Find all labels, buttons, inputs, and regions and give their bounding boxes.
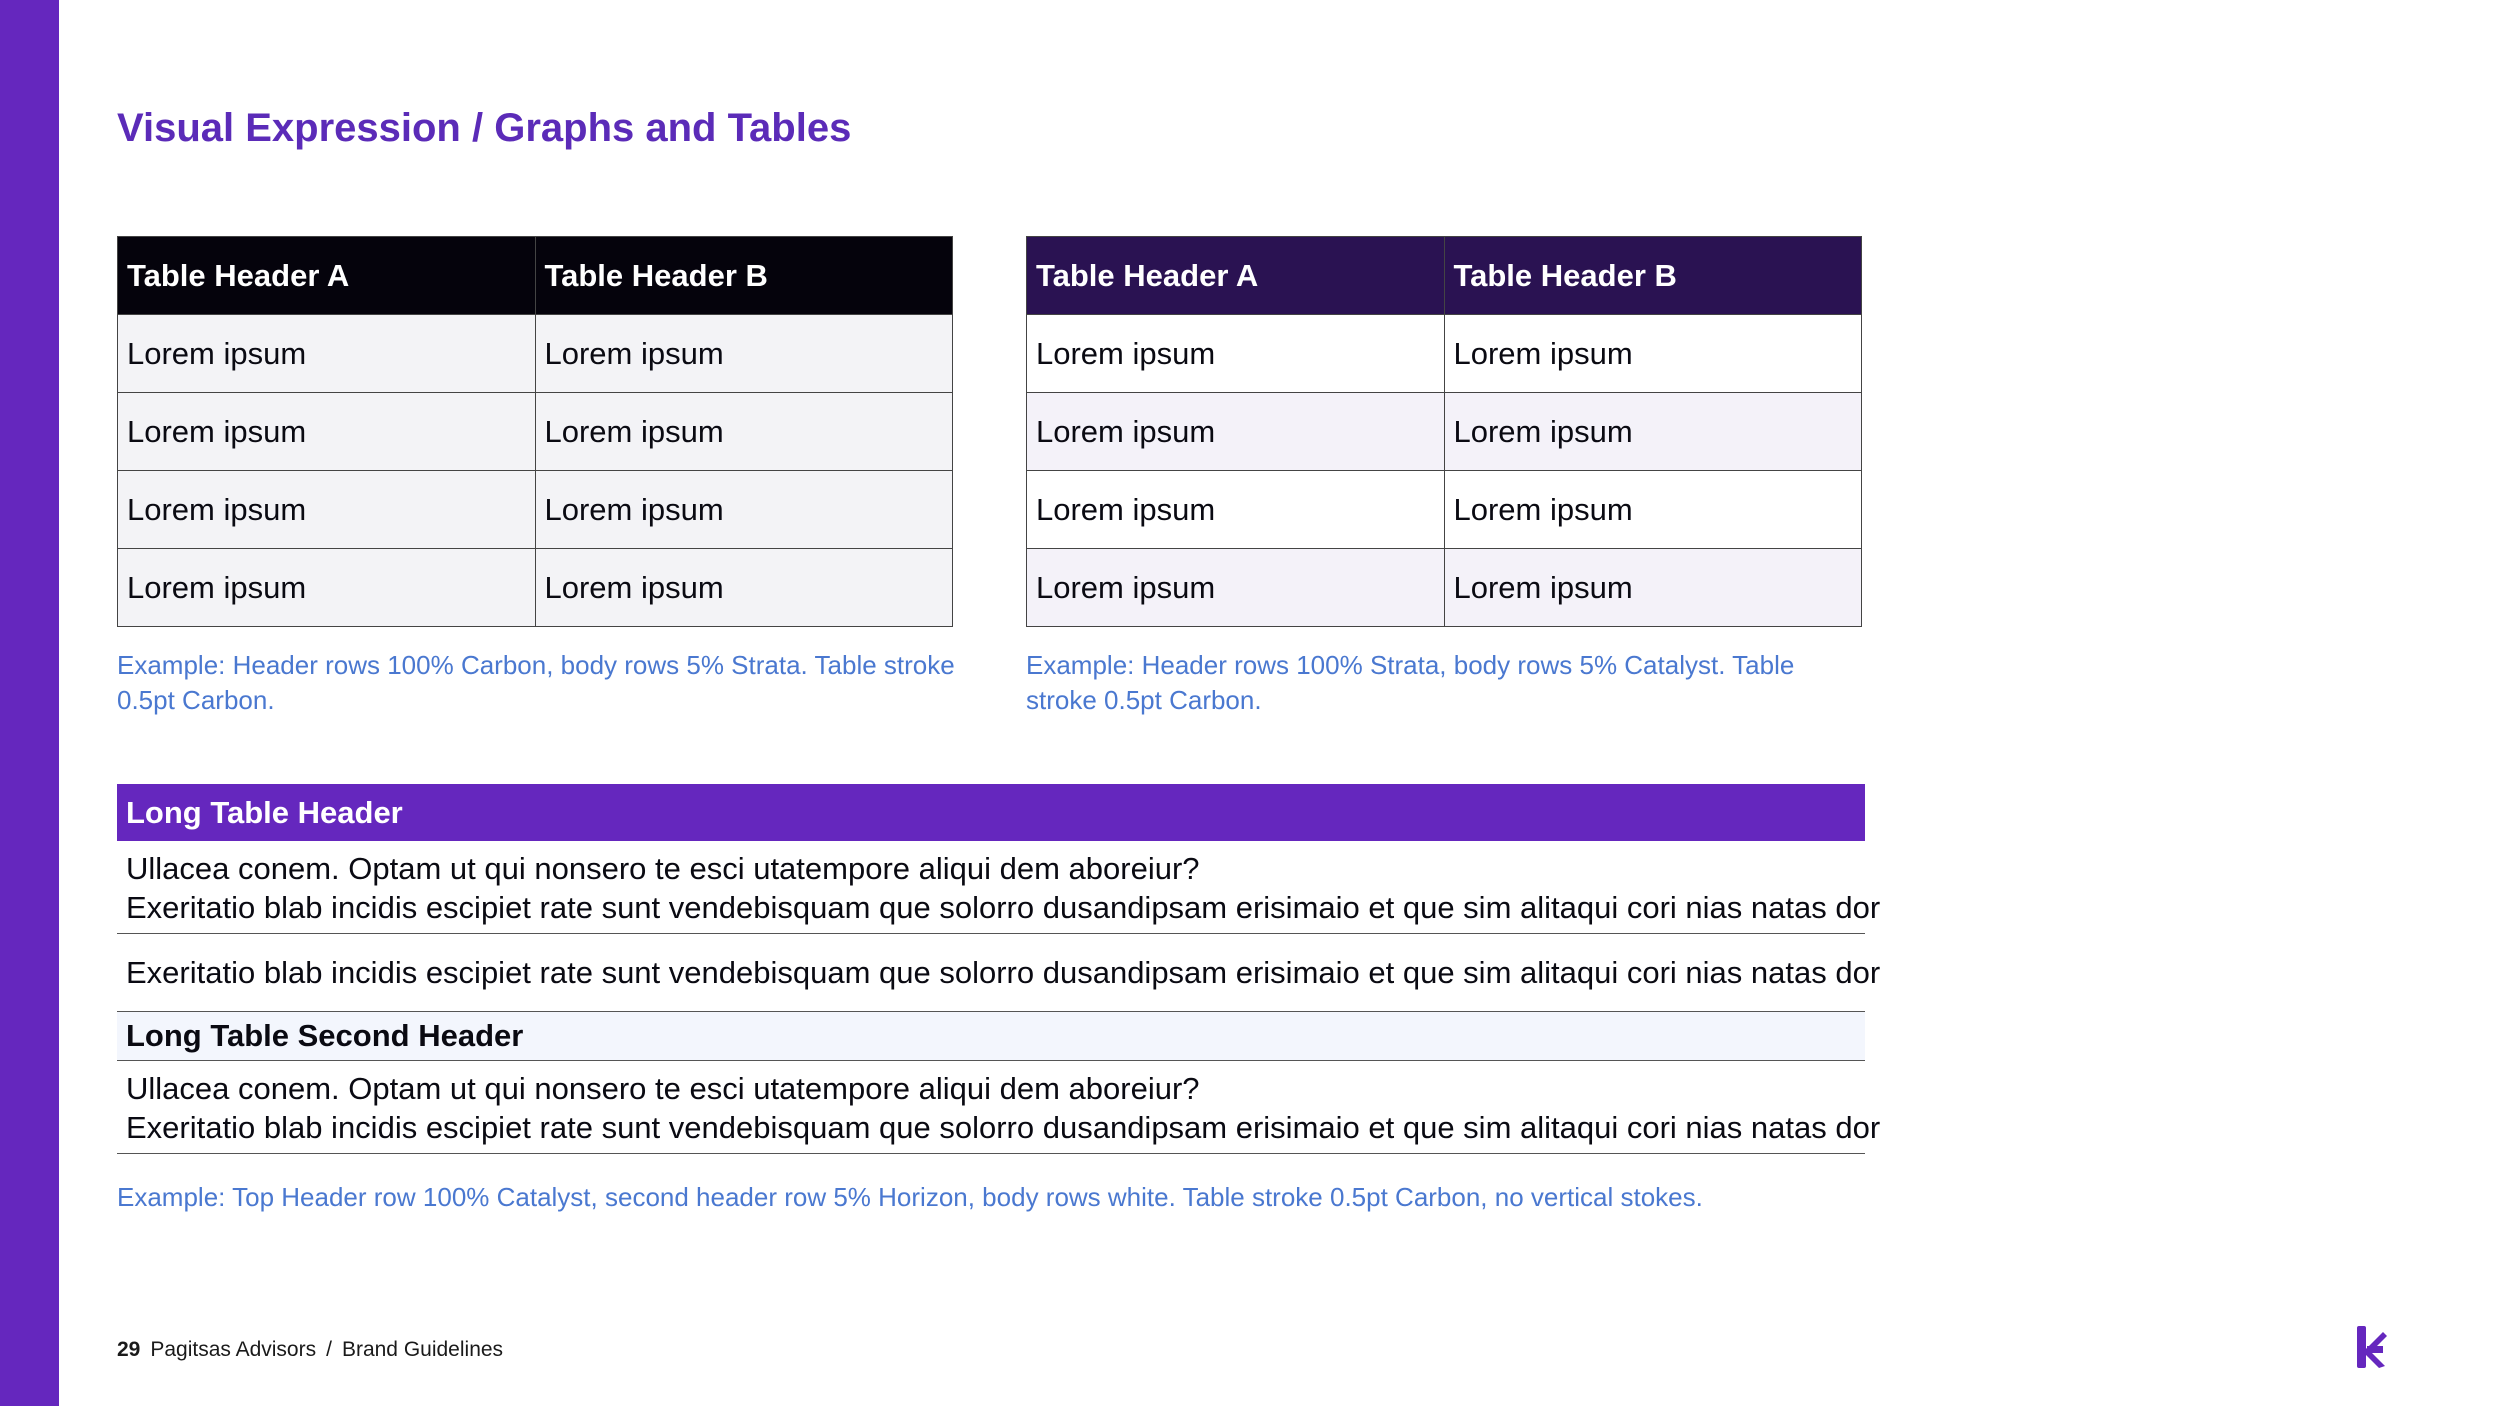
table-cell: Lorem ipsum: [118, 393, 536, 471]
footer-company: Pagitsas Advisors: [150, 1338, 317, 1361]
example-table-carbon: [117, 236, 953, 627]
table-row: [118, 471, 953, 549]
long-table-row: [117, 841, 1881, 934]
example-table-strata: [1026, 236, 1862, 627]
table-cell: Lorem ipsum: [1027, 471, 1445, 549]
table-row: [1027, 549, 1862, 627]
row-text: Ullacea conem. Optam ut qui nonsero te esci utatempore aliqui dem aboreiur?: [126, 1071, 1200, 1106]
table-cell: Lorem ipsum: [1444, 549, 1862, 627]
row-text: Exeritatio blab incidis escipiet rate sunt vendebisquam que solorro dusandipsam erisimaio et que sim alitaqui cori nias natas dor: [126, 890, 1881, 925]
table-row: [1027, 471, 1862, 549]
table-row: [118, 393, 953, 471]
k-logo-icon: [2355, 1326, 2387, 1368]
table-header-row: [118, 237, 953, 315]
row-text: Exeritatio blab incidis escipiet rate sunt vendebisquam que solorro dusandipsam erisimaio et que sim alitaqui cori nias natas dor: [126, 1110, 1881, 1145]
table-cell: Lorem ipsum: [118, 549, 536, 627]
table-cell: Lorem ipsum: [535, 471, 953, 549]
side-accent-bar: [0, 0, 59, 1406]
table-header-cell: Table Header A: [118, 237, 536, 315]
table-a-caption: Example: Header rows 100% Carbon, body rows 5% Strata. Table stroke 0.5pt Carbon.: [117, 650, 955, 715]
table-cell: Lorem ipsum: [118, 471, 536, 549]
long-table-header: Long Table Header: [117, 784, 1865, 841]
table-cell: Lorem ipsum: [1027, 393, 1445, 471]
table-header-cell: Table Header B: [1444, 237, 1862, 315]
table-cell: Lorem ipsum: [535, 393, 953, 471]
long-table: [117, 784, 1881, 1154]
row-text: Exeritatio blab incidis escipiet rate sunt vendebisquam que solorro dusandipsam erisimaio et que sim alitaqui cori nias natas dor: [126, 955, 1881, 990]
table-cell: Lorem ipsum: [1027, 315, 1445, 393]
long-table-caption: Example: Top Header row 100% Catalyst, second header row 5% Horizon, body rows white. Table stroke 0.5pt Carbon, no vertical stokes.: [117, 1182, 1703, 1212]
long-table-row: [117, 1061, 1881, 1154]
footer-separator: /: [326, 1338, 332, 1361]
page-title: Visual Expression / Graphs and Tables: [117, 106, 852, 150]
table-cell: Lorem ipsum: [1444, 315, 1862, 393]
table-b-caption: Example: Header rows 100% Strata, body rows 5% Catalyst. Table stroke 0.5pt Carbon.: [1026, 650, 1795, 715]
table-row: [118, 315, 953, 393]
page-number: 29: [117, 1338, 141, 1361]
row-text: Ullacea conem. Optam ut qui nonsero te esci utatempore aliqui dem aboreiur?: [126, 851, 1200, 886]
footer: [117, 1338, 503, 1362]
table-cell: Lorem ipsum: [1444, 471, 1862, 549]
long-table-row: [117, 934, 1881, 1012]
table-cell: Lorem ipsum: [118, 315, 536, 393]
table-cell: Lorem ipsum: [535, 315, 953, 393]
table-row: [118, 549, 953, 627]
table-row: [1027, 393, 1862, 471]
table-cell: Lorem ipsum: [1444, 393, 1862, 471]
table-header-cell: Table Header B: [535, 237, 953, 315]
table-cell: Lorem ipsum: [535, 549, 953, 627]
table-header-row: [1027, 237, 1862, 315]
footer-section: Brand Guidelines: [341, 1338, 504, 1361]
table-cell: Lorem ipsum: [1027, 549, 1445, 627]
table-row: [1027, 315, 1862, 393]
table-header-cell: Table Header A: [1027, 237, 1445, 315]
long-table-second-header: Long Table Second Header: [117, 1012, 1865, 1061]
